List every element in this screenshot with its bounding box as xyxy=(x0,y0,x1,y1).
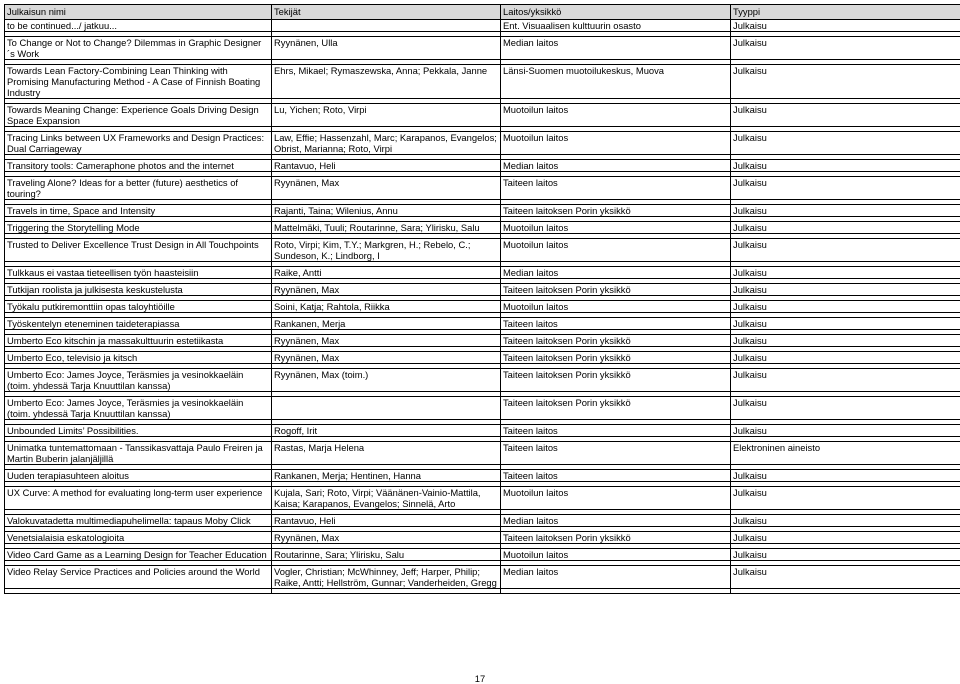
cell-type: Julkaisu xyxy=(731,425,960,437)
page-number: 17 xyxy=(0,673,960,684)
cell-type: Julkaisu xyxy=(731,160,960,172)
table-row xyxy=(5,566,960,589)
cell-authors: Roto, Virpi; Kim, T.Y.; Markgren, H.; Rebelo, C.; Sundeson, K.; Lindborg, I xyxy=(272,239,501,262)
cell-type: Julkaisu xyxy=(731,20,960,32)
cell-unit: Muotoilun laitos xyxy=(501,132,731,155)
cell-unit: Taiteen laitoksen Porin yksikkö xyxy=(501,532,731,544)
cell-title: Unimatka tuntemattomaan - Tanssikasvattaja Paulo Freiren ja Martin Buberin jalanjäljillä xyxy=(5,442,272,465)
cell-authors: Ryynänen, Max xyxy=(272,352,501,364)
cell-unit: Taiteen laitoksen Porin yksikkö xyxy=(501,369,731,392)
cell-unit: Ent. Visuaalisen kulttuurin osasto xyxy=(501,20,731,32)
table-row xyxy=(5,318,960,330)
cell-authors: Ryynänen, Max (toim.) xyxy=(272,369,501,392)
column-header-type: Tyyppi xyxy=(731,5,960,20)
cell-unit: Länsi-Suomen muotoilukeskus, Muova xyxy=(501,65,731,99)
cell-unit: Taiteen laitos xyxy=(501,318,731,330)
cell-unit: Median laitos xyxy=(501,160,731,172)
cell-unit: Muotoilun laitos xyxy=(501,301,731,313)
table-row xyxy=(5,20,960,32)
cell-title: Tutkijan roolista ja julkisesta keskustelusta xyxy=(5,284,272,296)
cell-title: Uuden terapiasuhteen aloitus xyxy=(5,470,272,482)
cell-authors xyxy=(272,20,501,32)
cell-unit: Taiteen laitos xyxy=(501,470,731,482)
spacer-cell xyxy=(5,589,272,594)
cell-title: Työkalu putkiremonttiin opas taloyhtiöille xyxy=(5,301,272,313)
cell-type: Julkaisu xyxy=(731,369,960,392)
cell-title: Tracing Links between UX Frameworks and Design Practices: Dual Carriageway xyxy=(5,132,272,155)
cell-authors: Ryynänen, Max xyxy=(272,335,501,347)
table-row xyxy=(5,301,960,313)
cell-title: Travels in time, Space and Intensity xyxy=(5,205,272,217)
cell-type: Julkaisu xyxy=(731,222,960,234)
cell-authors: Rankanen, Merja; Hentinen, Hanna xyxy=(272,470,501,482)
cell-title: Transitory tools: Cameraphone photos and the internet xyxy=(5,160,272,172)
cell-authors: Raike, Antti xyxy=(272,267,501,279)
cell-authors: Soini, Katja; Rahtola, Riikka xyxy=(272,301,501,313)
column-header-title: Julkaisun nimi xyxy=(5,5,272,20)
cell-type: Julkaisu xyxy=(731,301,960,313)
cell-unit: Median laitos xyxy=(501,566,731,589)
cell-type: Julkaisu xyxy=(731,132,960,155)
cell-type: Julkaisu xyxy=(731,470,960,482)
cell-type: Julkaisu xyxy=(731,532,960,544)
cell-unit: Taiteen laitoksen Porin yksikkö xyxy=(501,335,731,347)
spacer-cell xyxy=(731,589,960,594)
table-row xyxy=(5,239,960,262)
table-body xyxy=(5,20,960,594)
cell-type: Julkaisu xyxy=(731,318,960,330)
cell-authors: Rajanti, Taina; Wilenius, Annu xyxy=(272,205,501,217)
cell-unit: Muotoilun laitos xyxy=(501,487,731,510)
table-row xyxy=(5,65,960,99)
cell-authors: Lu, Yichen; Roto, Virpi xyxy=(272,104,501,127)
cell-unit: Taiteen laitos xyxy=(501,177,731,200)
cell-unit: Taiteen laitoksen Porin yksikkö xyxy=(501,397,731,420)
row-spacer xyxy=(5,589,960,594)
cell-authors: Rastas, Marja Helena xyxy=(272,442,501,465)
cell-title: Venetsialaisia eskatologioita xyxy=(5,532,272,544)
cell-unit: Muotoilun laitos xyxy=(501,104,731,127)
table-row xyxy=(5,37,960,60)
cell-authors xyxy=(272,397,501,420)
spacer-cell xyxy=(272,589,501,594)
cell-authors: Ryynänen, Max xyxy=(272,284,501,296)
cell-title: to be continued.../ jatkuu... xyxy=(5,20,272,32)
cell-unit: Taiteen laitoksen Porin yksikkö xyxy=(501,352,731,364)
cell-type: Julkaisu xyxy=(731,104,960,127)
cell-title: Umberto Eco kitschin ja massakulttuurin estetiikasta xyxy=(5,335,272,347)
table-row xyxy=(5,487,960,510)
cell-title: Triggering the Storytelling Mode xyxy=(5,222,272,234)
cell-authors: Ryynänen, Max xyxy=(272,177,501,200)
cell-type: Julkaisu xyxy=(731,239,960,262)
cell-type: Julkaisu xyxy=(731,335,960,347)
table-row xyxy=(5,284,960,296)
table-row xyxy=(5,205,960,217)
cell-authors: Rantavuo, Heli xyxy=(272,515,501,527)
cell-type: Julkaisu xyxy=(731,177,960,200)
cell-authors: Ehrs, Mikael; Rymaszewska, Anna; Pekkala, Janne xyxy=(272,65,501,99)
table-row xyxy=(5,425,960,437)
table-row xyxy=(5,335,960,347)
cell-title: Video Card Game as a Learning Design for Teacher Education xyxy=(5,549,272,561)
cell-authors: Kujala, Sari; Roto, Virpi; Väänänen-Vainio-Mattila, Kaisa; Karapanos, Evangelos; Sinnelä, Arto xyxy=(272,487,501,510)
cell-title: Umberto Eco: James Joyce, Teräsmies ja vesinokkaeläin (toim. yhdessä Tarja Knuuttilan kanssa) xyxy=(5,369,272,392)
column-header-authors: Tekijät xyxy=(272,5,501,20)
cell-type: Julkaisu xyxy=(731,566,960,589)
cell-type: Elektroninen aineisto xyxy=(731,442,960,465)
cell-title: UX Curve: A method for evaluating long-term user experience xyxy=(5,487,272,510)
cell-authors: Ryynänen, Ulla xyxy=(272,37,501,60)
cell-type: Julkaisu xyxy=(731,515,960,527)
table-row xyxy=(5,369,960,392)
cell-title: Umberto Eco, televisio ja kitsch xyxy=(5,352,272,364)
cell-title: Video Relay Service Practices and Policies around the World xyxy=(5,566,272,589)
table-row xyxy=(5,222,960,234)
cell-unit: Median laitos xyxy=(501,37,731,60)
cell-title: To Change or Not to Change? Dilemmas in Graphic Designer´s Work xyxy=(5,37,272,60)
table-row xyxy=(5,515,960,527)
table-row xyxy=(5,160,960,172)
cell-title: Towards Meaning Change: Experience Goals Driving Design Space Expansion xyxy=(5,104,272,127)
cell-title: Umberto Eco: James Joyce, Teräsmies ja vesinokkaeläin (toim. yhdessä Tarja Knuuttilan kanssa) xyxy=(5,397,272,420)
table-row xyxy=(5,132,960,155)
table-row xyxy=(5,470,960,482)
cell-title: Tulkkaus ei vastaa tieteellisen työn haasteisiin xyxy=(5,267,272,279)
cell-authors: Vogler, Christian; McWhinney, Jeff; Harper, Philip; Raike, Antti; Hellström, Gunnar; Vanderheiden, Gregg xyxy=(272,566,501,589)
cell-unit: Taiteen laitoksen Porin yksikkö xyxy=(501,284,731,296)
cell-type: Julkaisu xyxy=(731,487,960,510)
cell-unit: Muotoilun laitos xyxy=(501,549,731,561)
cell-title: Unbounded Limits’ Possibilities. xyxy=(5,425,272,437)
cell-title: Valokuvatadetta multimediapuhelimella: tapaus Moby Click xyxy=(5,515,272,527)
cell-type: Julkaisu xyxy=(731,267,960,279)
column-header-unit: Laitos/yksikkö xyxy=(501,5,731,20)
cell-title: Towards Lean Factory-Combining Lean Thinking with Promising Manufacturing Method - A Case of Finnish Boating Industry xyxy=(5,65,272,99)
cell-unit: Median laitos xyxy=(501,267,731,279)
cell-unit: Taiteen laitos xyxy=(501,425,731,437)
table-row xyxy=(5,549,960,561)
cell-authors: Law, Effie; Hassenzahl, Marc; Karapanos, Evangelos; Obrist, Marianna; Roto, Virpi xyxy=(272,132,501,155)
cell-authors: Rogoff, Irit xyxy=(272,425,501,437)
cell-type: Julkaisu xyxy=(731,205,960,217)
cell-authors: Rantavuo, Heli xyxy=(272,160,501,172)
cell-type: Julkaisu xyxy=(731,65,960,99)
cell-type: Julkaisu xyxy=(731,549,960,561)
table-row xyxy=(5,352,960,364)
table-row xyxy=(5,397,960,420)
cell-authors: Mattelmäki, Tuuli; Routarinne, Sara; Ylirisku, Salu xyxy=(272,222,501,234)
table-row xyxy=(5,104,960,127)
table-row xyxy=(5,442,960,465)
cell-title: Traveling Alone? Ideas for a better (future) aesthetics of touring? xyxy=(5,177,272,200)
cell-unit: Median laitos xyxy=(501,515,731,527)
table-row xyxy=(5,177,960,200)
cell-unit: Muotoilun laitos xyxy=(501,222,731,234)
cell-unit: Taiteen laitoksen Porin yksikkö xyxy=(501,205,731,217)
cell-authors: Routarinne, Sara; Ylirisku, Salu xyxy=(272,549,501,561)
table-header-row xyxy=(5,5,960,20)
spacer-cell xyxy=(501,589,731,594)
table-row xyxy=(5,267,960,279)
cell-type: Julkaisu xyxy=(731,284,960,296)
cell-authors: Ryynänen, Max xyxy=(272,532,501,544)
cell-authors: Rankanen, Merja xyxy=(272,318,501,330)
cell-type: Julkaisu xyxy=(731,37,960,60)
cell-title: Työskentelyn eteneminen taideterapiassa xyxy=(5,318,272,330)
cell-type: Julkaisu xyxy=(731,397,960,420)
table-row xyxy=(5,532,960,544)
cell-title: Trusted to Deliver Excellence Trust Design in All Touchpoints xyxy=(5,239,272,262)
cell-unit: Muotoilun laitos xyxy=(501,239,731,262)
publications-table xyxy=(4,4,960,594)
cell-type: Julkaisu xyxy=(731,352,960,364)
cell-unit: Taiteen laitos xyxy=(501,442,731,465)
